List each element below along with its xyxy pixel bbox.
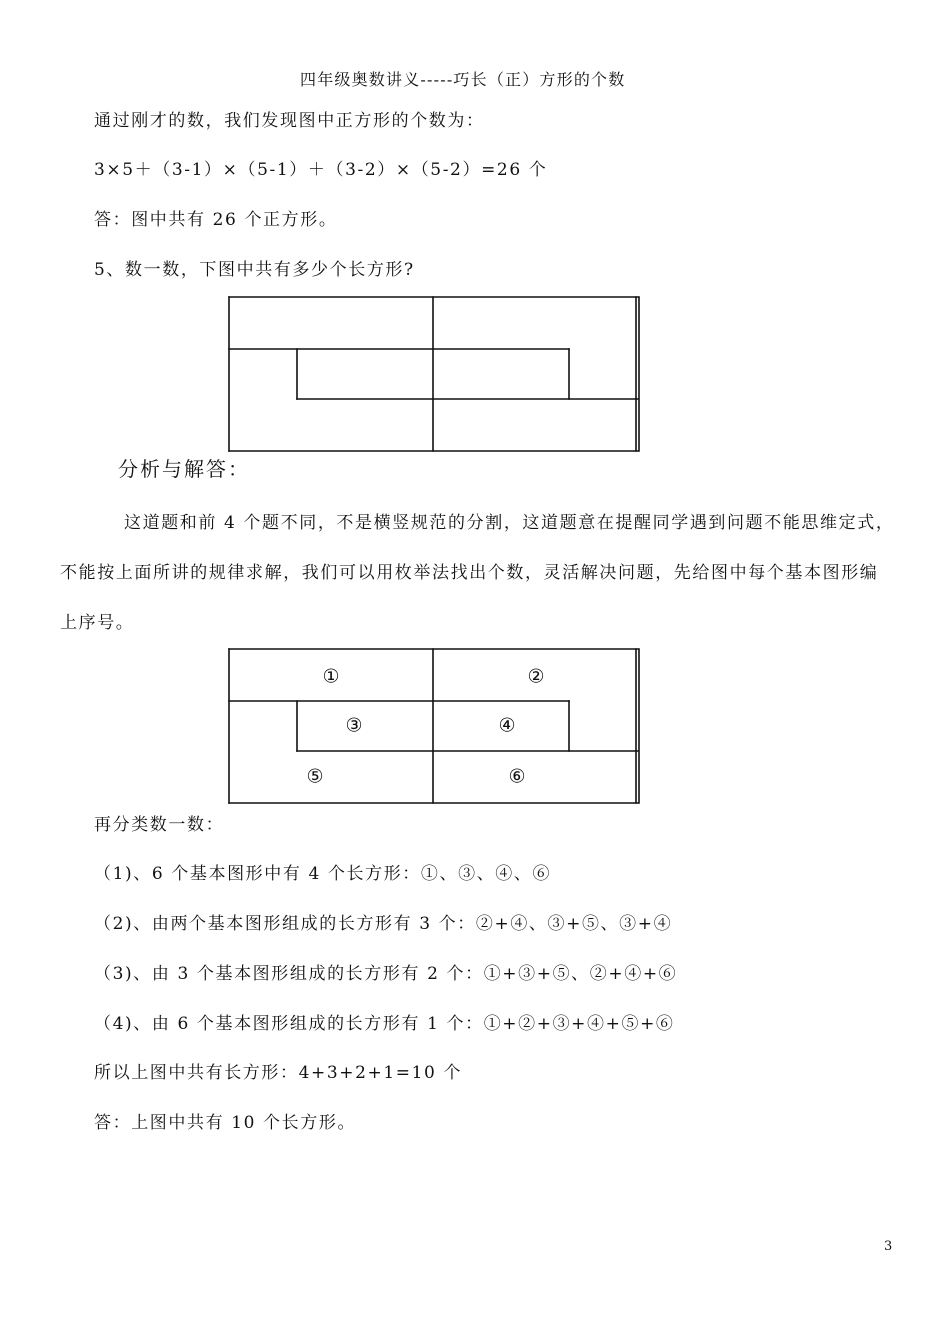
figure-label-6: ⑥	[508, 765, 526, 788]
case-line-2: （2)、由两个基本图形组成的长方形有 3 个：②+④、③+⑤、③+④	[94, 914, 673, 934]
analysis-paragraph-line-1: 这道题和前 4 个题不同，不是横竖规范的分割，这道题意在提醒同学遇到问题不能思维定式，	[124, 513, 895, 533]
classify-title: 再分类数一数：	[94, 815, 225, 835]
page-header: 四年级奥数讲义-----巧长（正）方形的个数	[300, 70, 626, 89]
case-line-3: （3)、由 3 个基本图形组成的长方形有 2 个：①+③+⑤、②+④+⑥	[94, 964, 678, 984]
figure-label-3: ③	[345, 714, 363, 737]
figure-label-5: ⑤	[306, 765, 324, 788]
figure-label-1: ①	[322, 665, 340, 688]
previous-answer: 答：图中共有 26 个正方形。	[94, 210, 338, 230]
page-number: 3	[884, 1239, 893, 1254]
figure-label-4: ④	[498, 714, 516, 737]
labeled-figure	[228, 648, 640, 806]
final-answer: 答：上图中共有 10 个长方形。	[94, 1113, 357, 1133]
case-line-4: （4)、由 6 个基本图形组成的长方形有 1 个：①+②+③+④+⑤+⑥	[94, 1014, 675, 1034]
case-line-1: （1)、6 个基本图形中有 4 个长方形：①、③、④、⑥	[94, 864, 552, 884]
total-line: 所以上图中共有长方形：4+3+2+1=10 个	[94, 1063, 463, 1083]
figure-label-2: ②	[527, 665, 545, 688]
previous-formula: 3×5＋（3-1）×（5-1）＋（3-2）×（5-2）=26 个	[94, 160, 548, 180]
problem-question: 5、数一数，下图中共有多少个长方形?	[94, 260, 415, 280]
analysis-title: 分析与解答：	[118, 457, 250, 481]
analysis-paragraph-line-3: 上序号。	[60, 613, 135, 633]
previous-intro: 通过刚才的数，我们发现图中正方形的个数为：	[94, 111, 485, 131]
analysis-paragraph-line-2: 不能按上面所讲的规律求解，我们可以用枚举法找出个数，灵活解决问题，先给图中每个基本图形编	[60, 563, 879, 583]
problem-figure	[228, 296, 640, 454]
